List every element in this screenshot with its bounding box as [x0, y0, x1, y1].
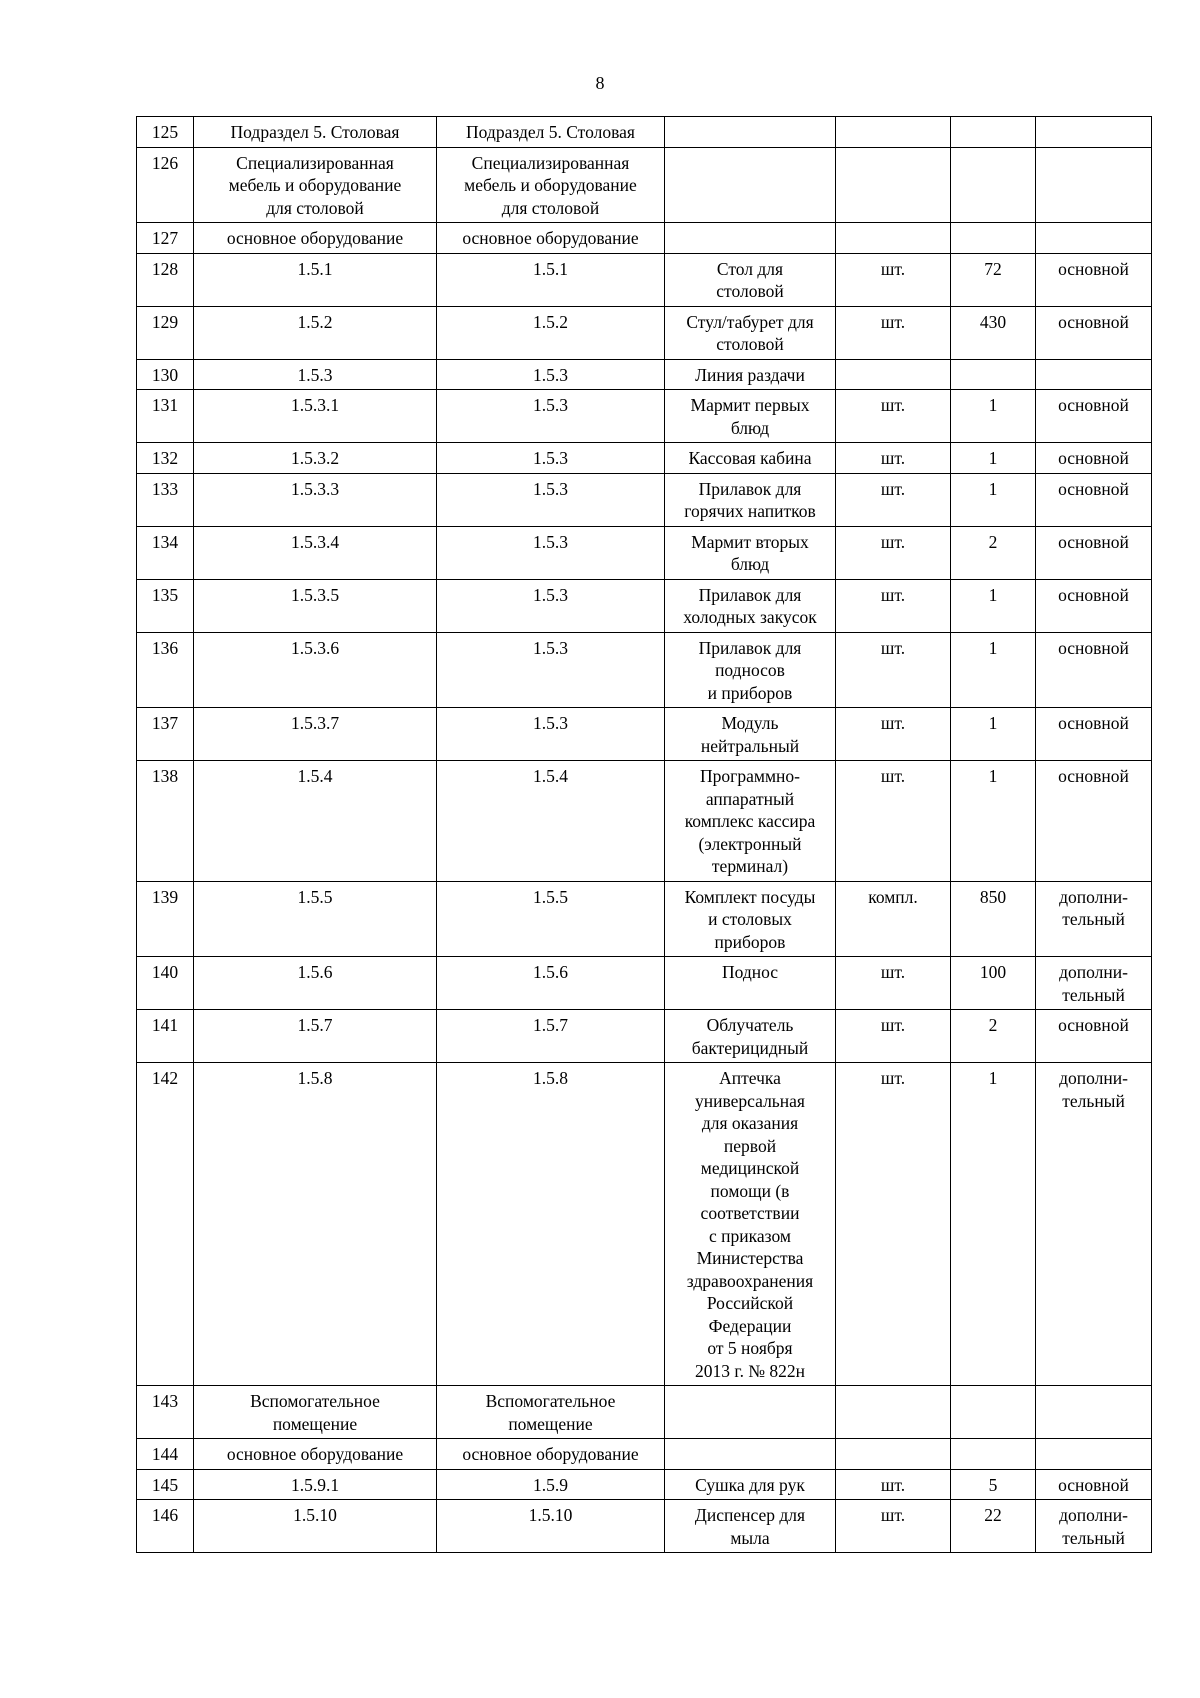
table-row [137, 881, 1152, 957]
code-cell: 1.5.4 [194, 761, 437, 882]
category-cell [1036, 223, 1152, 254]
reference-cell: 1.5.4 [437, 761, 665, 882]
quantity-cell [951, 147, 1036, 223]
table-row [137, 147, 1152, 223]
category-cell [1036, 147, 1152, 223]
category-cell [1036, 359, 1152, 390]
table-row [137, 253, 1152, 306]
code-cell: 1.5.1 [194, 253, 437, 306]
row-number-cell: 134 [137, 526, 194, 579]
row-number-cell: 143 [137, 1386, 194, 1439]
unit-cell: шт. [836, 390, 951, 443]
item-name-cell: Модуль нейтральный [665, 708, 836, 761]
item-name-cell: Стул/табурет для столовой [665, 306, 836, 359]
quantity-cell: 850 [951, 881, 1036, 957]
category-cell: основной [1036, 473, 1152, 526]
category-cell [1036, 1439, 1152, 1470]
code-cell: 1.5.10 [194, 1500, 437, 1553]
row-number-cell: 126 [137, 147, 194, 223]
reference-cell: 1.5.3 [437, 579, 665, 632]
unit-cell [836, 359, 951, 390]
quantity-cell: 2 [951, 526, 1036, 579]
reference-cell: 1.5.8 [437, 1063, 665, 1386]
unit-cell [836, 117, 951, 148]
table-row [137, 761, 1152, 882]
code-cell: 1.5.3.2 [194, 443, 437, 474]
unit-cell [836, 1439, 951, 1470]
reference-cell: 1.5.1 [437, 253, 665, 306]
table-row [137, 1010, 1152, 1063]
category-cell: основной [1036, 253, 1152, 306]
table-row [137, 390, 1152, 443]
code-cell: 1.5.3.7 [194, 708, 437, 761]
table-row [137, 1386, 1152, 1439]
row-number-cell: 142 [137, 1063, 194, 1386]
reference-cell: Вспомогательное помещение [437, 1386, 665, 1439]
table-row [137, 359, 1152, 390]
table-row [137, 957, 1152, 1010]
row-number-cell: 138 [137, 761, 194, 882]
reference-cell: 1.5.3 [437, 632, 665, 708]
quantity-cell: 1 [951, 473, 1036, 526]
category-cell: основной [1036, 632, 1152, 708]
category-cell: основной [1036, 390, 1152, 443]
item-name-cell [665, 223, 836, 254]
table-row [137, 632, 1152, 708]
item-name-cell: Облучатель бактерицидный [665, 1010, 836, 1063]
quantity-cell: 2 [951, 1010, 1036, 1063]
unit-cell: шт. [836, 473, 951, 526]
reference-cell: 1.5.3 [437, 526, 665, 579]
row-number-cell: 145 [137, 1469, 194, 1500]
category-cell [1036, 1386, 1152, 1439]
item-name-cell: Прилавок для подносов и приборов [665, 632, 836, 708]
item-name-cell: Кассовая кабина [665, 443, 836, 474]
item-name-cell: Диспенсер для мыла [665, 1500, 836, 1553]
category-cell: основной [1036, 306, 1152, 359]
category-cell: основной [1036, 1469, 1152, 1500]
item-name-cell [665, 117, 836, 148]
reference-cell: основное оборудование [437, 223, 665, 254]
category-cell: основной [1036, 443, 1152, 474]
category-cell: дополни- тельный [1036, 1063, 1152, 1386]
reference-cell: 1.5.10 [437, 1500, 665, 1553]
equipment-table [136, 116, 1152, 1553]
table-row [137, 526, 1152, 579]
reference-cell: Подраздел 5. Столовая [437, 117, 665, 148]
table-row [137, 117, 1152, 148]
unit-cell: шт. [836, 1500, 951, 1553]
table-row [137, 223, 1152, 254]
item-name-cell: Прилавок для горячих напитков [665, 473, 836, 526]
quantity-cell [951, 223, 1036, 254]
table-row [137, 443, 1152, 474]
reference-cell: 1.5.2 [437, 306, 665, 359]
quantity-cell [951, 1439, 1036, 1470]
code-cell: Подраздел 5. Столовая [194, 117, 437, 148]
code-cell: основное оборудование [194, 1439, 437, 1470]
item-name-cell: Стол для столовой [665, 253, 836, 306]
item-name-cell: Комплект посуды и столовых приборов [665, 881, 836, 957]
reference-cell: 1.5.3 [437, 708, 665, 761]
code-cell: Специализированная мебель и оборудование для столовой [194, 147, 437, 223]
item-name-cell: Линия раздачи [665, 359, 836, 390]
item-name-cell [665, 1386, 836, 1439]
unit-cell: шт. [836, 526, 951, 579]
item-name-cell: Мармит вторых блюд [665, 526, 836, 579]
row-number-cell: 125 [137, 117, 194, 148]
code-cell: 1.5.6 [194, 957, 437, 1010]
row-number-cell: 137 [137, 708, 194, 761]
quantity-cell: 1 [951, 708, 1036, 761]
row-number-cell: 139 [137, 881, 194, 957]
code-cell: 1.5.7 [194, 1010, 437, 1063]
category-cell: основной [1036, 526, 1152, 579]
code-cell: 1.5.8 [194, 1063, 437, 1386]
code-cell: основное оборудование [194, 223, 437, 254]
reference-cell: 1.5.3 [437, 443, 665, 474]
unit-cell [836, 1386, 951, 1439]
quantity-cell: 1 [951, 632, 1036, 708]
reference-cell: Специализированная мебель и оборудование для столовой [437, 147, 665, 223]
row-number-cell: 140 [137, 957, 194, 1010]
table-row [137, 473, 1152, 526]
quantity-cell: 5 [951, 1469, 1036, 1500]
reference-cell: 1.5.3 [437, 473, 665, 526]
quantity-cell: 1 [951, 761, 1036, 882]
quantity-cell: 430 [951, 306, 1036, 359]
item-name-cell: Сушка для рук [665, 1469, 836, 1500]
table-row [137, 1439, 1152, 1470]
quantity-cell: 72 [951, 253, 1036, 306]
row-number-cell: 146 [137, 1500, 194, 1553]
quantity-cell: 1 [951, 390, 1036, 443]
code-cell: 1.5.9.1 [194, 1469, 437, 1500]
item-name-cell: Аптечка универсальная для оказания первой медицинской помощи (в соответствии с приказом Министерства здравоохранения Российской Федерации от 5 ноября 2013 г. № 822н [665, 1063, 836, 1386]
item-name-cell: Прилавок для холодных закусок [665, 579, 836, 632]
table-row [137, 579, 1152, 632]
reference-cell: 1.5.3 [437, 390, 665, 443]
unit-cell: шт. [836, 1469, 951, 1500]
row-number-cell: 133 [137, 473, 194, 526]
unit-cell: шт. [836, 306, 951, 359]
code-cell: 1.5.3.1 [194, 390, 437, 443]
item-name-cell: Программно- аппаратный комплекс кассира (электронный терминал) [665, 761, 836, 882]
reference-cell: 1.5.9 [437, 1469, 665, 1500]
unit-cell: шт. [836, 579, 951, 632]
row-number-cell: 132 [137, 443, 194, 474]
category-cell: дополни- тельный [1036, 1500, 1152, 1553]
table-row [137, 708, 1152, 761]
item-name-cell: Поднос [665, 957, 836, 1010]
category-cell: основной [1036, 1010, 1152, 1063]
quantity-cell: 1 [951, 443, 1036, 474]
item-name-cell [665, 1439, 836, 1470]
code-cell: Вспомогательное помещение [194, 1386, 437, 1439]
unit-cell [836, 223, 951, 254]
row-number-cell: 130 [137, 359, 194, 390]
category-cell: основной [1036, 761, 1152, 882]
quantity-cell: 100 [951, 957, 1036, 1010]
code-cell: 1.5.2 [194, 306, 437, 359]
row-number-cell: 135 [137, 579, 194, 632]
category-cell: основной [1036, 708, 1152, 761]
row-number-cell: 141 [137, 1010, 194, 1063]
quantity-cell: 1 [951, 579, 1036, 632]
code-cell: 1.5.3.4 [194, 526, 437, 579]
table-row [137, 1063, 1152, 1386]
code-cell: 1.5.3 [194, 359, 437, 390]
row-number-cell: 136 [137, 632, 194, 708]
row-number-cell: 131 [137, 390, 194, 443]
unit-cell: компл. [836, 881, 951, 957]
quantity-cell [951, 117, 1036, 148]
item-name-cell [665, 147, 836, 223]
quantity-cell [951, 359, 1036, 390]
category-cell [1036, 117, 1152, 148]
reference-cell: 1.5.6 [437, 957, 665, 1010]
code-cell: 1.5.5 [194, 881, 437, 957]
table-body [137, 117, 1152, 1553]
reference-cell: 1.5.5 [437, 881, 665, 957]
quantity-cell [951, 1386, 1036, 1439]
unit-cell: шт. [836, 957, 951, 1010]
table-row [137, 1469, 1152, 1500]
category-cell: основной [1036, 579, 1152, 632]
row-number-cell: 129 [137, 306, 194, 359]
table-row [137, 306, 1152, 359]
code-cell: 1.5.3.6 [194, 632, 437, 708]
reference-cell: 1.5.7 [437, 1010, 665, 1063]
quantity-cell: 22 [951, 1500, 1036, 1553]
code-cell: 1.5.3.3 [194, 473, 437, 526]
code-cell: 1.5.3.5 [194, 579, 437, 632]
row-number-cell: 144 [137, 1439, 194, 1470]
table-row [137, 1500, 1152, 1553]
row-number-cell: 128 [137, 253, 194, 306]
unit-cell: шт. [836, 1010, 951, 1063]
unit-cell: шт. [836, 253, 951, 306]
item-name-cell: Мармит первых блюд [665, 390, 836, 443]
reference-cell: основное оборудование [437, 1439, 665, 1470]
category-cell: дополни- тельный [1036, 957, 1152, 1010]
unit-cell: шт. [836, 761, 951, 882]
unit-cell: шт. [836, 443, 951, 474]
unit-cell: шт. [836, 1063, 951, 1386]
unit-cell: шт. [836, 708, 951, 761]
row-number-cell: 127 [137, 223, 194, 254]
category-cell: дополни- тельный [1036, 881, 1152, 957]
reference-cell: 1.5.3 [437, 359, 665, 390]
quantity-cell: 1 [951, 1063, 1036, 1386]
unit-cell [836, 147, 951, 223]
unit-cell: шт. [836, 632, 951, 708]
page-number: 8 [595, 73, 605, 93]
